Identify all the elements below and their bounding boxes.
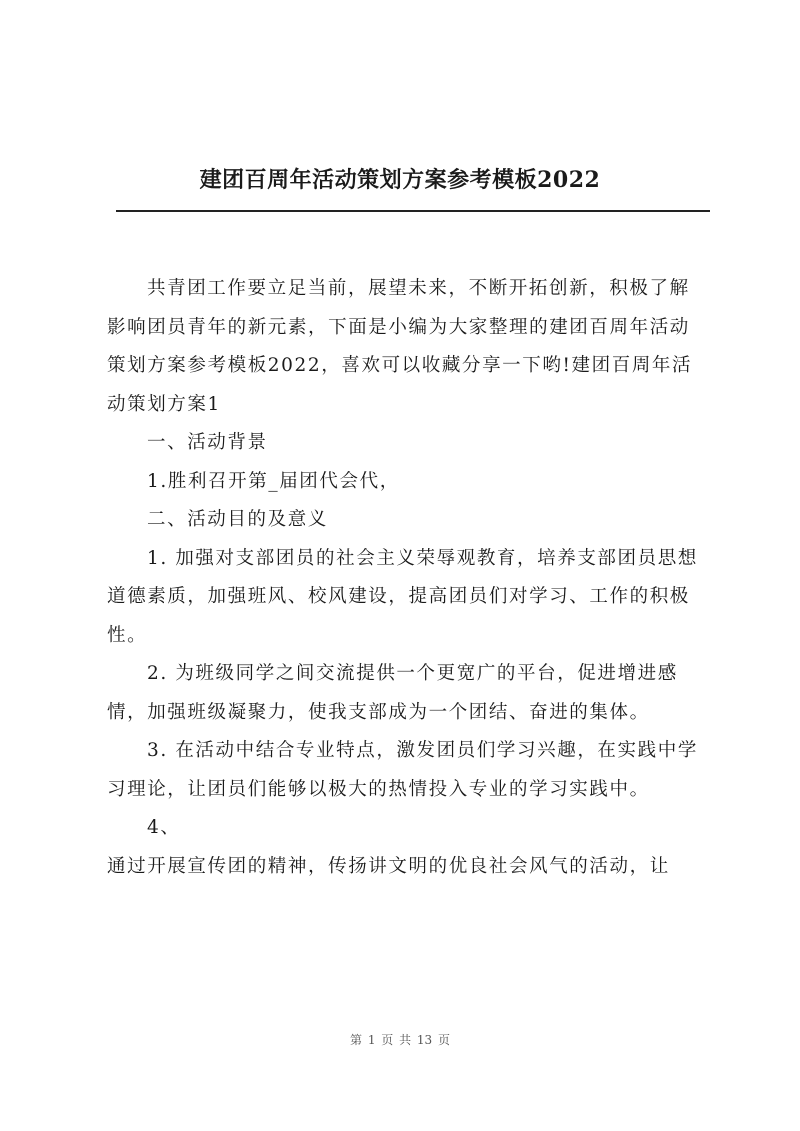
purpose-item-2: 2. 为班级同学之间交流提供一个更宽广的平台，促进增进感情，加强班级凝聚力，使我支部成为一个团结、奋进的集体。 [107, 663, 678, 723]
document-title: 建团百周年活动策划方案参考模板2022 [199, 167, 601, 193]
background-item-1: 1.胜利召开第_届团代会代， [147, 470, 400, 492]
document-body [107, 270, 707, 886]
intro-paragraph: 共青团工作要立足当前，展望未来，不断开拓创新，积极了解影响团员青年的新元素，下面是小编为大家整理的建团百周年活动策划方案参考模板2022，喜欢可以收藏分享一下哟!建团百周年活动策划方案1 [107, 278, 693, 415]
purpose-item-1: 1. 加强对支部团员的社会主义荣辱观教育，培养支部团员思想道德素质，加强班风、校风建设，提高团员们对学习、工作的积极性。 [107, 547, 698, 646]
title-divider [116, 210, 710, 212]
page-footer: 第 1 页 共 13 页 [350, 1033, 450, 1047]
section-heading-background: 一、活动背景 [147, 432, 268, 453]
purpose-item-4-number: 4、 [147, 817, 181, 838]
purpose-item-3: 3. 在活动中结合专业特点，激发团员们学习兴趣，在实践中学习理论，让团员们能够以极大的热情投入专业的学习实践中。 [107, 740, 698, 800]
purpose-item-4-text: 通过开展宣传团的精神，传扬讲文明的优良社会风气的活动，让 [107, 855, 670, 877]
section-heading-purpose: 二、活动目的及意义 [147, 509, 328, 530]
